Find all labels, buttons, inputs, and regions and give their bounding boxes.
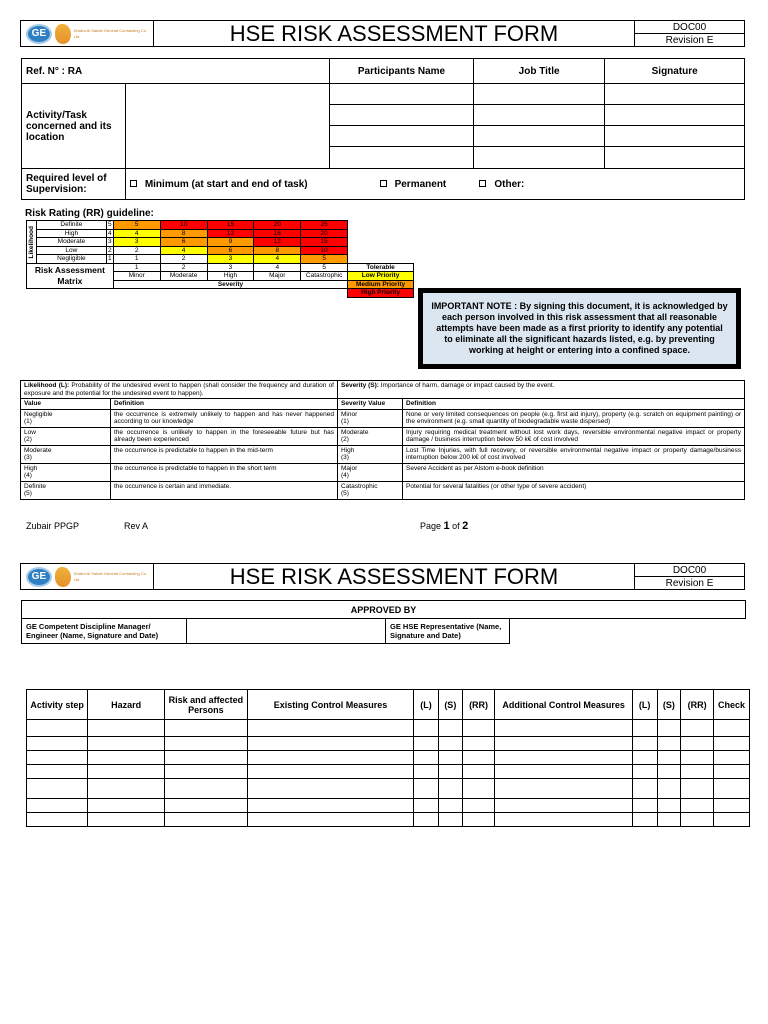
- activity-cell[interactable]: [495, 813, 632, 827]
- activity-cell[interactable]: [414, 813, 439, 827]
- job-title-cell[interactable]: [473, 105, 605, 126]
- job-title-cell[interactable]: [473, 126, 605, 147]
- likelihood-value-name: Moderate: [24, 446, 52, 454]
- activity-cell[interactable]: [462, 751, 495, 765]
- activity-cell[interactable]: [657, 765, 681, 779]
- activity-cell[interactable]: [414, 799, 439, 813]
- activity-cell[interactable]: [681, 765, 714, 779]
- activity-cell[interactable]: [247, 720, 413, 737]
- risk-cell: 3: [207, 255, 254, 264]
- legend-item: High Priority: [348, 289, 414, 298]
- activity-cell[interactable]: [165, 779, 248, 799]
- likelihood-definition: the occurrence is certain and immediate.: [111, 481, 338, 499]
- severity-value-num: (3): [341, 454, 349, 461]
- activity-cell[interactable]: [414, 720, 439, 737]
- activity-cell[interactable]: [438, 720, 462, 737]
- likelihood-desc: Probability of the undesired event to happen (shall consider the frequency and duration of exposure and the potential for the undesired event to happen).: [24, 382, 334, 397]
- approver-right-label: GE HSE Representative (Name, Signature and Date): [386, 619, 510, 644]
- risk-cell: 3: [113, 238, 160, 247]
- activity-cell[interactable]: [462, 799, 495, 813]
- participants-header: Participants Name: [330, 59, 474, 84]
- checkbox-icon[interactable]: [130, 180, 137, 187]
- risk-cell: 12: [254, 238, 301, 247]
- signature-cell[interactable]: [605, 105, 745, 126]
- definitions-table: [20, 380, 745, 500]
- severity-label: Moderate: [160, 272, 207, 281]
- doc-number: DOC00: [672, 21, 707, 33]
- risk-cell: 10: [160, 221, 207, 230]
- activity-cell[interactable]: [681, 813, 714, 827]
- activity-cell[interactable]: [88, 813, 165, 827]
- activity-cell[interactable]: [657, 779, 681, 799]
- participant-name-cell[interactable]: [330, 84, 474, 105]
- option-minimum-label: Minimum (at start and end of task): [144, 178, 308, 190]
- activity-col-header: (L): [414, 690, 439, 720]
- severity-definition: Lost Time Injuries, with full recovery, or reversible environmental negative impact or property damage/business interruption below 200 k€ of cost involved: [403, 445, 745, 463]
- risk-cell: 12: [207, 229, 254, 238]
- activity-cell[interactable]: [165, 737, 248, 751]
- risk-cell: 2: [113, 246, 160, 255]
- activity-cell[interactable]: [495, 799, 632, 813]
- likelihood-value-num: (4): [24, 472, 32, 479]
- likelihood-row-num: 3: [107, 238, 112, 245]
- activity-cell[interactable]: [495, 765, 632, 779]
- severity-definition: Severe Accident as per Alstom e-book definition: [403, 463, 745, 481]
- activity-cell[interactable]: [88, 720, 165, 737]
- risk-cell: 15: [301, 238, 348, 247]
- risk-cell: 15: [207, 221, 254, 230]
- activity-col-header: Additional Control Measures: [495, 690, 632, 720]
- risk-cell: 4: [254, 255, 301, 264]
- activity-cell[interactable]: [88, 765, 165, 779]
- approver-left-label: GE Competent Discipline Manager/ Engineer (Name, Signature and Date): [22, 619, 187, 644]
- severity-value: [338, 427, 403, 445]
- legend-spacer: [348, 255, 414, 264]
- activity-col-header: Activity step: [27, 690, 88, 720]
- legend-spacer: [348, 246, 414, 255]
- severity-value-name: Catastrophic: [341, 482, 378, 490]
- severity-definition: Potential for several fatalities (or other type of severe accident): [403, 481, 745, 499]
- likelihood-definition: the occurrence is extremely unlikely to happen and has never happened according to our knowledge: [111, 409, 338, 427]
- severity-value-name: High: [341, 446, 355, 454]
- activity-cell[interactable]: [438, 737, 462, 751]
- activity-cell[interactable]: [247, 799, 413, 813]
- severity-num: 2: [160, 263, 207, 272]
- activity-cell[interactable]: [27, 751, 88, 765]
- activity-cell[interactable]: [681, 737, 714, 751]
- severity-value-num: (5): [341, 490, 349, 497]
- activity-col-header: Hazard: [88, 690, 165, 720]
- page-total: 2: [462, 520, 469, 532]
- supervision-label: Required level of Supervision:: [22, 169, 126, 200]
- activity-cell[interactable]: [27, 779, 88, 799]
- activity-cell[interactable]: [495, 779, 632, 799]
- activity-cell[interactable]: [657, 720, 681, 737]
- activity-cell[interactable]: [632, 799, 657, 813]
- risk-cell: 1: [113, 255, 160, 264]
- likelihood-title-label: Likelihood (L):: [24, 382, 70, 389]
- likelihood-value-name: Low: [24, 428, 36, 436]
- activity-cell[interactable]: [165, 813, 248, 827]
- activity-cell[interactable]: [714, 779, 750, 799]
- likelihood-row-num: 4: [107, 229, 112, 237]
- activity-cell[interactable]: [88, 737, 165, 751]
- activity-cell[interactable]: [632, 737, 657, 751]
- approved-table: [21, 600, 746, 644]
- activity-cell[interactable]: [495, 751, 632, 765]
- likelihood-row-label: Low: [36, 246, 106, 255]
- severity-num: 3: [207, 263, 254, 272]
- activity-cell[interactable]: [27, 799, 88, 813]
- job-title-cell[interactable]: [473, 147, 605, 169]
- severity-label: Minor: [113, 272, 160, 281]
- severity-label: High: [207, 272, 254, 281]
- likelihood-value-num: (1): [24, 418, 32, 425]
- severity-value: [338, 445, 403, 463]
- page-title: HSE RISK ASSESSMENT FORM: [229, 563, 559, 589]
- activity-cell[interactable]: [414, 751, 439, 765]
- job-title-header: Job Title: [473, 59, 605, 84]
- risk-cell: 8: [160, 229, 207, 238]
- logo: [21, 21, 154, 46]
- activity-cell[interactable]: [714, 737, 750, 751]
- approved-title: APPROVED BY: [22, 601, 746, 619]
- page2-header: [20, 563, 745, 590]
- activity-cell[interactable]: [88, 779, 165, 799]
- footer-author: Zubair PPGP: [26, 521, 80, 531]
- activity-col-header: (S): [657, 690, 681, 720]
- signature-cell[interactable]: [605, 84, 745, 105]
- severity-num: 4: [254, 263, 301, 272]
- likelihood-axis-label: Likelihood: [27, 221, 37, 264]
- severity-value-header: Severity Value: [338, 399, 403, 410]
- option-permanent-label: Permanent: [394, 178, 447, 190]
- likelihood-value: [21, 481, 111, 499]
- risk-cell: 6: [160, 238, 207, 247]
- ref-number: Ref. N° : RA: [22, 59, 330, 84]
- activity-cell[interactable]: [27, 720, 88, 737]
- risk-cell: 6: [207, 246, 254, 255]
- matrix-label: Risk Assessment Matrix: [27, 263, 114, 289]
- severity-definition: Injury requiring medical treatment without lost work days, reversible environmental negative impact or property damage / business interruption below 50 k€ of cost involved: [403, 427, 745, 445]
- likelihood-row-label: High: [36, 229, 106, 238]
- likelihood-definition-header: Definition: [111, 399, 338, 410]
- activity-cell[interactable]: [462, 737, 495, 751]
- activity-col-header: Risk and affected Persons: [165, 690, 248, 720]
- participant-name-cell[interactable]: [330, 126, 474, 147]
- option-permanent[interactable]: [330, 169, 474, 200]
- activity-cell[interactable]: [414, 779, 439, 799]
- likelihood-row-label: Negligible: [36, 255, 106, 264]
- severity-axis-label: Severity: [113, 280, 347, 289]
- activity-label: Activity/Task concerned and its location: [22, 84, 126, 169]
- activity-cell[interactable]: [27, 765, 88, 779]
- activity-cell[interactable]: [88, 799, 165, 813]
- legend-spacer: [348, 238, 414, 247]
- likelihood-value: [21, 463, 111, 481]
- activity-cell[interactable]: [414, 765, 439, 779]
- logo: [21, 564, 154, 589]
- activity-cell[interactable]: [165, 765, 248, 779]
- likelihood-value-num: (2): [24, 436, 32, 443]
- severity-title: [338, 381, 745, 399]
- company-logo-icon: [55, 567, 71, 587]
- footer-page: [420, 520, 468, 532]
- activity-cell[interactable]: [438, 799, 462, 813]
- option-minimum[interactable]: [125, 169, 329, 200]
- ra-table: [21, 58, 745, 200]
- activity-cell[interactable]: [438, 765, 462, 779]
- activity-cell[interactable]: [247, 751, 413, 765]
- approver-right-sign[interactable]: [510, 619, 746, 644]
- legend-item: Low Priority: [348, 272, 414, 281]
- risk-cell: 2: [160, 255, 207, 264]
- activity-cell[interactable]: [632, 720, 657, 737]
- severity-label: Major: [254, 272, 301, 281]
- job-title-cell[interactable]: [473, 84, 605, 105]
- activity-cell[interactable]: [714, 720, 750, 737]
- activity-cell[interactable]: [657, 737, 681, 751]
- signature-cell[interactable]: [605, 126, 745, 147]
- risk-cell: 5: [301, 255, 348, 264]
- severity-num: 1: [113, 263, 160, 272]
- approver-left-sign[interactable]: [187, 619, 386, 644]
- likelihood-row-num: 5: [107, 221, 112, 228]
- activity-cell[interactable]: [681, 751, 714, 765]
- activity-cell[interactable]: [632, 813, 657, 827]
- likelihood-definition: the occurrence is predictable to happen in the short term: [111, 463, 338, 481]
- activity-cell[interactable]: [88, 751, 165, 765]
- doc-info: [634, 564, 744, 589]
- likelihood-value-name: High: [24, 464, 38, 472]
- risk-cell: 20: [254, 221, 301, 230]
- activity-cell[interactable]: [462, 779, 495, 799]
- severity-value: [338, 463, 403, 481]
- likelihood-row-num: 1: [107, 255, 112, 262]
- signature-cell[interactable]: [605, 147, 745, 169]
- risk-cell: 25: [301, 221, 348, 230]
- activity-cell[interactable]: [438, 779, 462, 799]
- doc-number: DOC00: [672, 564, 707, 576]
- risk-cell: 5: [113, 221, 160, 230]
- ge-logo-icon: GE: [26, 24, 52, 44]
- activity-cell[interactable]: [632, 751, 657, 765]
- activity-col-header: Check: [714, 690, 750, 720]
- activity-cell[interactable]: [247, 765, 413, 779]
- legend-spacer: [348, 221, 414, 230]
- activity-cell[interactable]: [681, 779, 714, 799]
- activity-col-header: (L): [632, 690, 657, 720]
- likelihood-definition: the occurrence is predictable to happen in the mid-term: [111, 445, 338, 463]
- doc-info: [634, 21, 744, 46]
- severity-definition: None or very limited consequences on people (e.g. first aid injury), property (e.g. scratch on equipment painting) or the environment (e.g. small quantity of biodegradable waste dispersed): [403, 409, 745, 427]
- activity-cell[interactable]: [462, 765, 495, 779]
- severity-desc: Importance of harm, damage or impact caused by the event.: [378, 382, 555, 389]
- activity-cell[interactable]: [165, 799, 248, 813]
- important-note: IMPORTANT NOTE : By signing this document, it is acknowledged by each person involved in this risk assessment that all reasonable attempts have been made as a first priority to identify any potential to eliminate all the significant hazards listed, e.g. by preventing working at height or entering into a confined space.: [418, 288, 741, 369]
- likelihood-value-name: Negligible: [24, 410, 53, 418]
- signature-header: Signature: [605, 59, 745, 84]
- company-name: Dhafra Al Sabah General Contracting Co. Ltd.: [73, 570, 148, 582]
- risk-cell: 20: [301, 229, 348, 238]
- activity-cell[interactable]: [632, 765, 657, 779]
- page-title: HSE RISK ASSESSMENT FORM: [229, 20, 559, 46]
- risk-matrix: [26, 220, 414, 298]
- risk-cell: 8: [254, 246, 301, 255]
- activity-cell[interactable]: [657, 813, 681, 827]
- checkbox-icon[interactable]: [479, 180, 486, 187]
- likelihood-value-name: Definite: [24, 482, 47, 490]
- activity-cell[interactable]: [462, 720, 495, 737]
- activity-cell[interactable]: [247, 737, 413, 751]
- likelihood-value: [21, 427, 111, 445]
- likelihood-title: [21, 381, 338, 399]
- page-of: of: [449, 521, 463, 531]
- activity-cell[interactable]: [714, 813, 750, 827]
- activity-cell[interactable]: [681, 799, 714, 813]
- participant-name-cell[interactable]: [330, 147, 474, 169]
- activity-col-header: (S): [438, 690, 462, 720]
- checkbox-icon[interactable]: [380, 180, 387, 187]
- activity-cell[interactable]: [438, 813, 462, 827]
- risk-cell: 4: [160, 246, 207, 255]
- severity-value-name: Moderate: [341, 428, 369, 436]
- severity-label: Catastrophic: [301, 272, 348, 281]
- activity-col-header: Existing Control Measures: [247, 690, 413, 720]
- activity-cell[interactable]: [438, 751, 462, 765]
- severity-value-num: (1): [341, 418, 349, 425]
- activity-cell[interactable]: [714, 765, 750, 779]
- severity-title-label: Severity (S):: [341, 382, 379, 389]
- page-prefix: Page: [420, 521, 444, 531]
- company-logo-icon: [55, 24, 71, 44]
- page1-header: [20, 20, 745, 47]
- activity-cell[interactable]: [27, 737, 88, 751]
- likelihood-value: [21, 409, 111, 427]
- activity-cell[interactable]: [681, 720, 714, 737]
- severity-value: [338, 481, 403, 499]
- activity-cell[interactable]: [165, 751, 248, 765]
- activity-cell[interactable]: [495, 720, 632, 737]
- severity-value-name: Major: [341, 464, 358, 472]
- participant-name-cell[interactable]: [330, 105, 474, 126]
- activity-cell[interactable]: [632, 779, 657, 799]
- doc-revision: Revision E: [635, 33, 744, 46]
- likelihood-row-label: Moderate: [36, 238, 106, 247]
- rr-guideline-title: Risk Rating (RR) guideline:: [25, 208, 154, 219]
- option-other[interactable]: [473, 169, 744, 200]
- company-name: Dhafra Al Sabah General Contracting Co. Ltd.: [73, 27, 148, 39]
- likelihood-value-num: (5): [24, 490, 32, 497]
- likelihood-value: [21, 445, 111, 463]
- activity-cell[interactable]: [414, 737, 439, 751]
- likelihood-row-label: Definite: [36, 221, 106, 230]
- severity-num: 5: [301, 263, 348, 272]
- activity-cell[interactable]: [462, 813, 495, 827]
- likelihood-value-header: Value: [21, 399, 111, 410]
- severity-value: [338, 409, 403, 427]
- activity-col-header: (RR): [462, 690, 495, 720]
- footer-rev: Rev A: [124, 521, 149, 531]
- severity-value-num: (2): [341, 436, 349, 443]
- activity-cell[interactable]: [495, 737, 632, 751]
- activity-table: [26, 689, 750, 827]
- activity-cell[interactable]: [165, 720, 248, 737]
- likelihood-row-num: 2: [107, 246, 112, 254]
- legend-item: Medium Priority: [348, 280, 414, 289]
- activity-cell[interactable]: [247, 813, 413, 827]
- activity-input[interactable]: [125, 84, 329, 169]
- option-other-label: Other:: [494, 178, 525, 190]
- activity-cell[interactable]: [247, 779, 413, 799]
- page-num: 1: [443, 520, 450, 532]
- activity-cell[interactable]: [714, 751, 750, 765]
- activity-cell[interactable]: [657, 751, 681, 765]
- risk-cell: 4: [113, 229, 160, 238]
- risk-cell: 9: [207, 238, 254, 247]
- risk-cell: 16: [254, 229, 301, 238]
- legend-spacer: [27, 289, 348, 298]
- legend-spacer: [348, 229, 414, 238]
- likelihood-definition: the occurrence is unlikely to happen in the foreseeable future but has already been experienced: [111, 427, 338, 445]
- severity-value-num: (4): [341, 472, 349, 479]
- likelihood-value-num: (3): [24, 454, 32, 461]
- legend-item: Tolerable: [348, 263, 414, 272]
- risk-cell: 10: [301, 246, 348, 255]
- ge-logo-icon: GE: [26, 567, 52, 587]
- severity-value-name: Minor: [341, 410, 358, 418]
- severity-definition-header: Definition: [403, 399, 745, 410]
- activity-cell[interactable]: [714, 799, 750, 813]
- doc-revision: Revision E: [635, 576, 744, 589]
- activity-cell[interactable]: [657, 799, 681, 813]
- activity-col-header: (RR): [681, 690, 714, 720]
- activity-cell[interactable]: [27, 813, 88, 827]
